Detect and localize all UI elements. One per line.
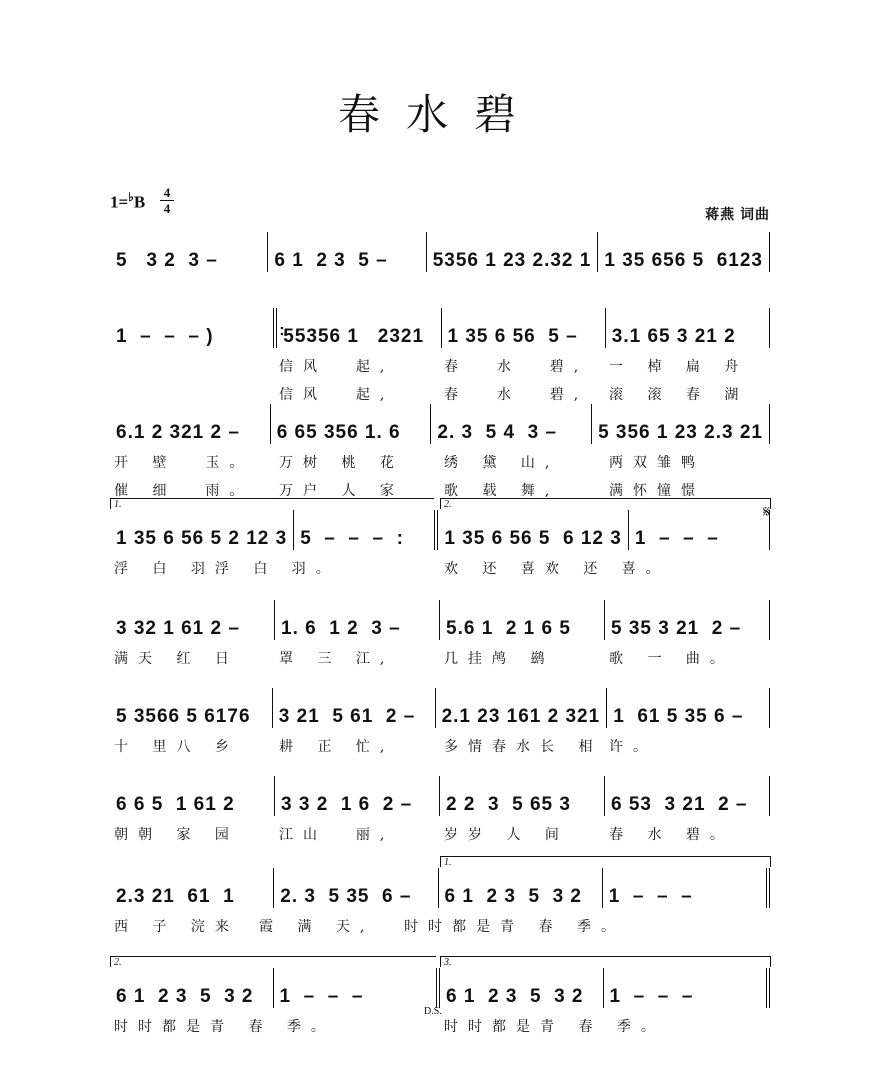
lyric: 欢 还 喜欢 还 喜。 <box>444 561 670 577</box>
lyric <box>340 558 440 578</box>
lyric: 歌 载 舞, <box>444 483 560 499</box>
staff-line-9 <box>110 957 770 1036</box>
lyrics-verse-2 <box>110 480 770 500</box>
lyric: 时时都是青 春 季。 <box>404 919 625 935</box>
measure: 6 53 3 21 2 – <box>604 776 770 816</box>
staff-line-5 <box>110 600 770 668</box>
staff-line-1 <box>110 232 770 272</box>
lyric: 信风 起, <box>279 387 395 403</box>
staff-line-2 <box>110 308 770 404</box>
lyric: 一 棹 扁 舟 <box>609 359 749 375</box>
measure: 2 2 3 5 65 3 <box>439 776 604 816</box>
measure: 2.1 23 161 2 321 <box>435 688 607 728</box>
measure: 2. 3 5 35 6 – <box>273 868 437 908</box>
measure: 1 35 656 5 6123 <box>597 232 770 272</box>
lyrics-verse-1 <box>110 736 770 756</box>
measure: 1 – – – <box>273 968 437 1008</box>
lyric <box>335 1016 440 1036</box>
measure: 1 61 5 35 6 – <box>606 688 770 728</box>
lyric <box>665 1016 770 1036</box>
lyric: 春 水 碧, <box>444 387 589 403</box>
lyric <box>110 384 275 404</box>
measure: 3.1 65 3 21 2 <box>605 308 770 348</box>
measure: 5.6 1 2 1 6 5 <box>439 600 604 640</box>
lyric <box>625 916 770 936</box>
lyric: 满天 红 日 <box>114 651 239 667</box>
measure: 6 6 5 1 61 2 <box>116 794 235 815</box>
lyric: 绣 黛 山, <box>444 455 560 471</box>
author-credit: 蒋燕 词曲 <box>705 206 770 222</box>
staff-line-8 <box>110 857 770 936</box>
lyric: 多情春水长 相 <box>444 739 603 755</box>
volta-1: 1. <box>440 856 771 867</box>
measure: 6 1 2 3 5 3 2 <box>436 968 603 1008</box>
lyric: 春 水 碧, <box>444 359 589 375</box>
measure: 1 – – – <box>628 510 770 550</box>
staff-line-4 <box>110 499 770 578</box>
lyrics-verse-1 <box>110 452 770 472</box>
lyric: 许。 <box>609 739 657 755</box>
measure: 5 3 2 3 – <box>116 250 218 271</box>
measure: 6 1 2 3 5 3 2 <box>438 868 602 908</box>
measure: 1 – – – <box>603 968 771 1008</box>
lyric: 浮 白 羽浮 白 羽。 <box>114 561 340 577</box>
lyric: 江山 丽, <box>279 827 395 843</box>
measure: 2. 3 5 4 3 – <box>430 404 591 444</box>
lyric: 霞 满 天, <box>259 919 375 935</box>
measure: 6.1 2 321 2 – <box>116 422 240 443</box>
dal-segno-marking: D.S. <box>424 1006 442 1017</box>
lyric: 满怀憧憬 <box>609 483 705 499</box>
lyric: 两双雏鸭 <box>609 455 705 471</box>
lyric: 罩 三 江, <box>279 651 395 667</box>
measure: 5 – – – : <box>293 510 434 550</box>
lyric: 西 子 浣来 <box>114 919 239 935</box>
lyrics-verse-1 <box>110 558 770 578</box>
lyrics-verse-2 <box>110 384 770 404</box>
lyric: 滚 滚 春 湖 <box>609 387 749 403</box>
measure: 6 65 356 1. 6 <box>270 404 431 444</box>
lyric: 开 壁 玉。 <box>114 455 254 471</box>
lyric: 岁岁 人 间 <box>444 827 569 843</box>
key-note: B <box>133 192 146 212</box>
volta-2: 2. <box>110 956 436 967</box>
measure: 6 1 2 3 5 3 2 <box>116 986 254 1007</box>
measure: 3 21 5 61 2 – <box>272 688 435 728</box>
measure: 3 3 2 1 6 2 – <box>274 776 439 816</box>
lyrics-verse-1 <box>110 356 770 376</box>
staff-line-3 <box>110 404 770 500</box>
meter-top: 4 <box>163 185 171 200</box>
measure: 5 35 3 21 2 – <box>604 600 770 640</box>
staff-line-7 <box>110 776 770 844</box>
measure: 1 35 6 56 5 – <box>441 308 605 348</box>
lyric: 催 细 雨。 <box>114 483 254 499</box>
measure: 1 35 6 56 5 2 12 3 <box>116 528 288 549</box>
volta-3: 3. <box>440 956 771 967</box>
lyric: 十 里八 乡 <box>114 739 239 755</box>
lyrics-verse-1 <box>110 1016 770 1036</box>
lyric: 信风 起, <box>279 359 395 375</box>
volta-1: 1. <box>110 498 434 509</box>
lyric <box>670 558 770 578</box>
time-signature <box>160 186 174 215</box>
measure: : 55356 1 2321 <box>273 308 440 348</box>
lyrics-verse-1 <box>110 648 770 668</box>
lyric: 朝朝 家 园 <box>114 827 239 843</box>
meter-bottom: 4 <box>163 201 171 216</box>
lyric: 耕 正 忙, <box>279 739 395 755</box>
measure: 3 32 1 61 2 – <box>116 618 240 639</box>
volta-2: 2. <box>440 498 771 509</box>
flat-icon: ♭ <box>128 190 134 204</box>
lyric: 几挂鸬 鹚 <box>444 651 555 667</box>
lyric: 万树 桃 花 <box>279 455 404 471</box>
measure: 1 – – – ) <box>116 326 214 347</box>
lyric: 时时都是青 春 季。 <box>114 1019 335 1035</box>
measure: 5356 1 23 2.32 1 <box>426 232 598 272</box>
measure: 1. 6 1 2 3 – <box>274 600 439 640</box>
segno-icon: 𝄋 <box>763 502 770 521</box>
lyric: 歌 一 曲。 <box>609 651 734 667</box>
measure: 1 35 6 56 5 6 12 3 <box>434 510 627 550</box>
key-signature <box>110 190 145 213</box>
measure: 2.3 21 61 1 <box>116 886 235 907</box>
lyric: 时时都是青 春 季。 <box>444 1019 665 1035</box>
lyric: 春 水 碧。 <box>609 827 734 843</box>
key-prefix: 1= <box>110 192 129 212</box>
measure: 5 356 1 23 2.3 21 <box>591 404 770 444</box>
lyric <box>110 356 275 376</box>
measure: 5 3566 5 6176 <box>116 706 251 727</box>
staff-line-6 <box>110 688 770 756</box>
lyric: 万户 人 家 <box>279 483 404 499</box>
lyrics-verse-1 <box>110 916 770 936</box>
lyrics-verse-1 <box>110 824 770 844</box>
song-title: 春水碧 <box>337 90 542 139</box>
measure: 6 1 2 3 5 – <box>267 232 425 272</box>
measure: 1 – – – <box>602 868 770 908</box>
